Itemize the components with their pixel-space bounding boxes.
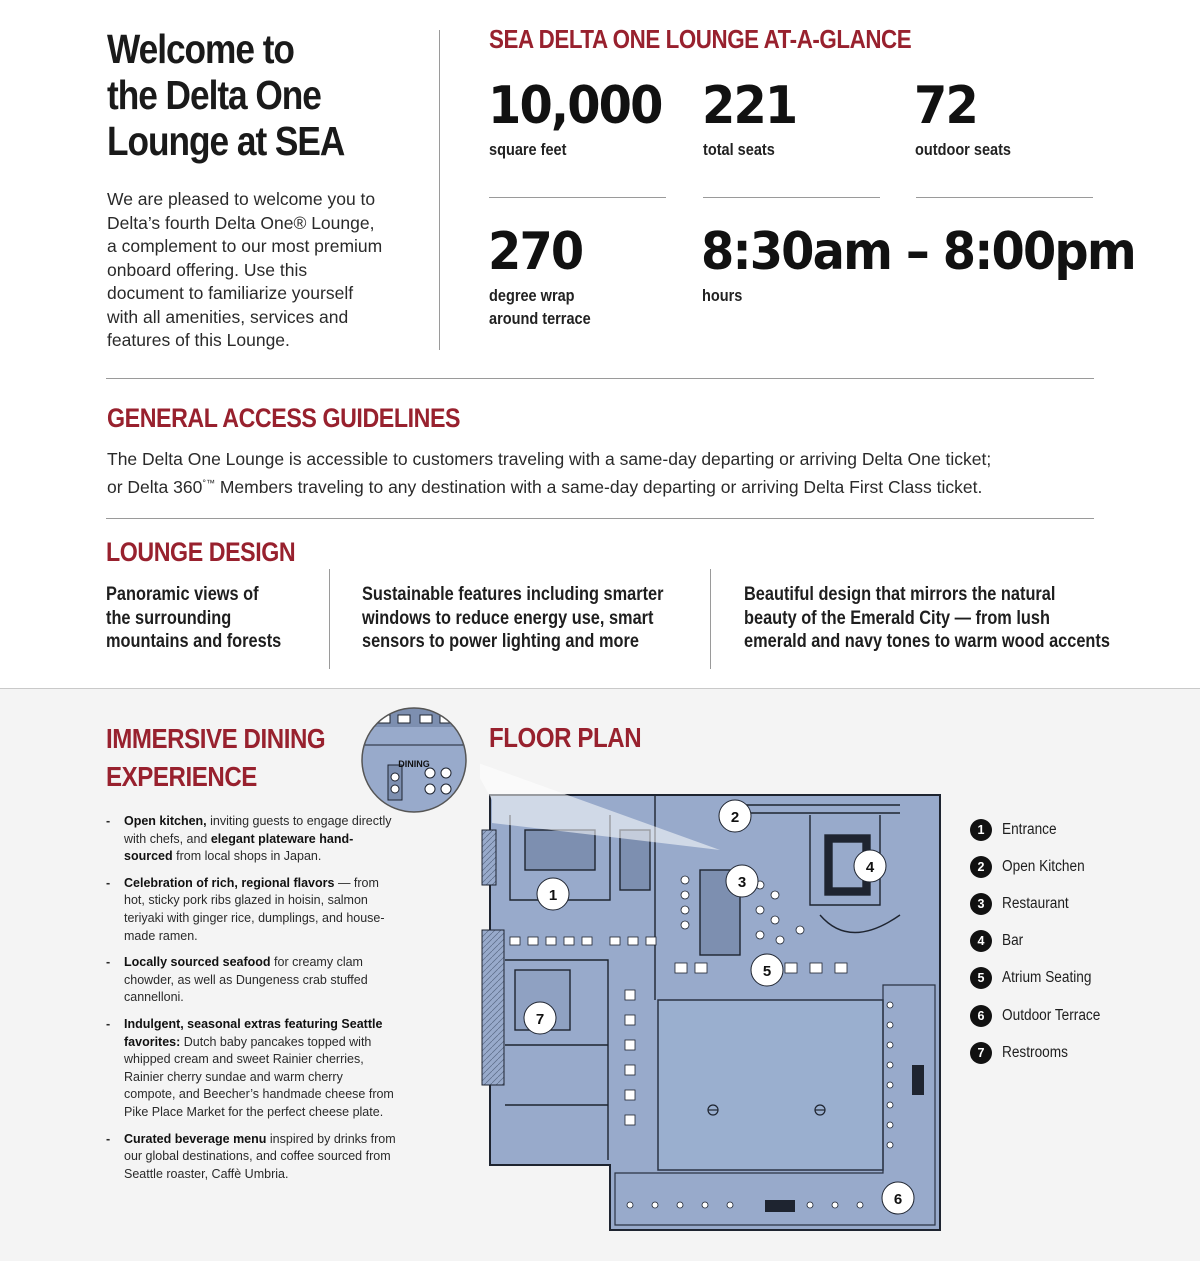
intro-line: We are pleased to welcome you to xyxy=(107,189,376,209)
floor-marker-label: 7 xyxy=(535,1011,545,1028)
floor-marker-label: 4 xyxy=(865,859,875,876)
dining-item-text: inviting guests to engage directly with chefs, and xyxy=(124,814,392,846)
intro-line: onboard offering. Use this xyxy=(107,259,308,280)
access-superscript: °™ xyxy=(202,477,215,488)
welcome-title-line: the Delta One xyxy=(107,72,321,118)
legend-item xyxy=(970,923,1114,960)
legend-number: 2 xyxy=(970,856,992,878)
dining-list xyxy=(106,813,396,1192)
design-feature-emerald-city xyxy=(744,583,1122,654)
floor-marker-label: 5 xyxy=(762,963,772,980)
dining-item xyxy=(106,1016,396,1122)
legend-item xyxy=(970,1034,1114,1071)
stat-square-feet-value: 10,000 xyxy=(488,76,662,136)
floor-marker-4 xyxy=(854,850,886,882)
floor-marker-5 xyxy=(751,954,783,986)
bullet-dash: - xyxy=(106,814,111,828)
dining-item-text: — from hot, sticky pork ribs glazed in hoisin, salmon teriyaki with ginger rice, dumplings, and house-made ramen. xyxy=(124,875,385,943)
dining-item-text: for creamy clam chowder, as well as Dungeness crab stuffed cannelloni. xyxy=(124,955,368,1005)
dining-heading-line: IMMERSIVE DINING xyxy=(106,723,326,754)
dining-item-bold: Locally sourced seafood xyxy=(124,955,271,970)
intro-line: Delta’s fourth Delta One® Lounge, xyxy=(107,212,375,233)
floor-plan-heading: FLOOR PLAN xyxy=(489,722,642,753)
legend-item xyxy=(970,811,1114,848)
floor-marker-label: 3 xyxy=(737,874,747,891)
floor-marker-7 xyxy=(524,1002,556,1034)
floor-marker-label: 2 xyxy=(730,809,740,826)
stat-hours-label: hours xyxy=(702,287,743,305)
welcome-title-line: Lounge at SEA xyxy=(107,118,345,164)
bullet-dash: - xyxy=(106,1016,111,1031)
design-feature-views xyxy=(106,583,312,654)
design-feature-sustainable xyxy=(362,583,706,654)
legend-item xyxy=(970,997,1114,1034)
stat-outdoor-seats-value: 72 xyxy=(914,76,977,136)
legend-item xyxy=(970,960,1114,997)
intro-line: a complement to our most premium xyxy=(107,236,383,256)
welcome-title-line: Welcome to xyxy=(107,26,294,72)
section-divider xyxy=(106,518,1094,519)
dining-item-bold: Indulgent, seasonal extras featuring Seattle favorites: xyxy=(124,1016,383,1049)
stat-total-seats-label: total seats xyxy=(703,141,775,159)
design-line: emerald and navy tones to warm wood accents xyxy=(744,631,1110,652)
design-line: windows to reduce energy use, smart xyxy=(362,607,654,629)
design-line: the surrounding xyxy=(106,607,232,629)
design-line: Panoramic views of xyxy=(106,584,259,605)
design-line: Sustainable features including smarter xyxy=(362,584,664,605)
dining-item-text: from local shops in Japan. xyxy=(172,849,322,864)
stat-terrace-label-line: degree wrap xyxy=(489,287,575,305)
column-divider xyxy=(329,569,330,669)
design-line: mountains and forests xyxy=(106,631,282,652)
dining-item xyxy=(106,1131,396,1184)
legend-label: Restrooms xyxy=(1002,1043,1068,1061)
access-line-part: or Delta 360 xyxy=(107,476,203,497)
dining-item-text: Dutch baby pancakes topped with whipped cream and sweet Rainier cherries, Rainier cherry sundae and warm cherry compote, and Beecher’s handmade cheese from Pike Place Market for the perfect cheese plate. xyxy=(124,1034,394,1119)
legend-item xyxy=(970,848,1114,885)
dining-item xyxy=(106,813,396,866)
design-line: beauty of the Emerald City — from lush xyxy=(744,607,1050,629)
stat-divider xyxy=(916,197,1093,198)
access-line xyxy=(107,472,1107,499)
dining-item-text: inspired by drinks from our global destinations, and coffee sourced from Seattle roaster, Caffè Umbria. xyxy=(124,1131,396,1181)
legend-label: Atrium Seating xyxy=(1002,969,1092,987)
access-line: The Delta One Lounge is accessible to customers traveling with a same-day departing or arriving Delta One ticket; xyxy=(107,449,992,469)
intro-line: features of this Lounge. xyxy=(107,330,290,350)
welcome-title xyxy=(107,26,382,164)
floor-plan-map xyxy=(480,705,950,1240)
section-divider xyxy=(106,378,1094,379)
legend-number: 7 xyxy=(970,1042,992,1064)
bullet-dash: - xyxy=(106,875,111,890)
floor-marker-6 xyxy=(882,1182,914,1214)
column-divider xyxy=(710,569,711,669)
intro-line: with all amenities, services and xyxy=(107,306,349,327)
dining-item xyxy=(106,954,396,1007)
stat-terrace-label-line: around terrace xyxy=(489,310,591,328)
legend-label: Open Kitchen xyxy=(1002,857,1085,875)
stat-divider xyxy=(703,197,880,198)
vertical-divider xyxy=(439,30,440,350)
dining-inset-magnifier xyxy=(358,705,470,815)
dining-item-bold: Celebration of rich, regional flavors xyxy=(124,875,335,890)
design-line: Beautiful design that mirrors the natural xyxy=(744,584,1056,605)
legend-label: Entrance xyxy=(1002,820,1057,838)
legend-label: Restaurant xyxy=(1002,894,1069,912)
legend-item xyxy=(970,885,1114,922)
access-text xyxy=(107,448,1107,499)
dining-item-bold: Curated beverage menu xyxy=(124,1131,267,1146)
welcome-intro xyxy=(107,188,407,353)
floor-marker-3 xyxy=(726,865,758,897)
inset-label: DINING xyxy=(398,759,430,769)
design-line: sensors to power lighting and more xyxy=(362,631,639,652)
legend-number: 3 xyxy=(970,893,992,915)
access-heading: GENERAL ACCESS GUIDELINES xyxy=(107,403,461,433)
stat-terrace-label xyxy=(489,285,591,331)
legend-label: Bar xyxy=(1002,932,1024,950)
access-line-part: Members traveling to any destination with a same-day departing or arriving Delta First Class ticket. xyxy=(214,476,983,497)
design-heading: LOUNGE DESIGN xyxy=(106,537,296,567)
floor-marker-2 xyxy=(719,800,751,832)
bullet-dash: - xyxy=(106,955,111,970)
stat-terrace-value: 270 xyxy=(488,222,583,282)
legend-number: 5 xyxy=(970,967,992,989)
floor-marker-label: 1 xyxy=(548,887,558,904)
atrium-area xyxy=(658,1000,883,1170)
dining-item xyxy=(106,875,396,945)
dining-item-bold: Open kitchen, xyxy=(124,814,207,828)
legend-label: Outdoor Terrace xyxy=(1002,1006,1101,1024)
dining-heading-line: EXPERIENCE xyxy=(106,761,257,792)
dining-heading xyxy=(106,720,325,796)
stat-square-feet-label: square feet xyxy=(489,141,567,159)
glance-heading: SEA DELTA ONE LOUNGE AT-A-GLANCE xyxy=(489,24,912,54)
intro-line: document to familiarize yourself xyxy=(107,283,354,303)
stat-hours-value: 8:30am – 8:00pm xyxy=(701,222,1135,282)
stat-outdoor-seats-label: outdoor seats xyxy=(915,141,1012,159)
bullet-dash: - xyxy=(106,1131,111,1146)
legend-number: 4 xyxy=(970,930,992,952)
floor-marker-1 xyxy=(537,878,569,910)
legend-number: 1 xyxy=(970,819,992,841)
stat-total-seats-value: 221 xyxy=(702,76,797,136)
stat-divider xyxy=(489,197,666,198)
floor-plan-legend xyxy=(970,811,1114,1071)
dining-item-bold: elegant plateware hand-sourced xyxy=(124,831,354,864)
legend-number: 6 xyxy=(970,1005,992,1027)
floor-marker-label: 6 xyxy=(893,1191,903,1208)
